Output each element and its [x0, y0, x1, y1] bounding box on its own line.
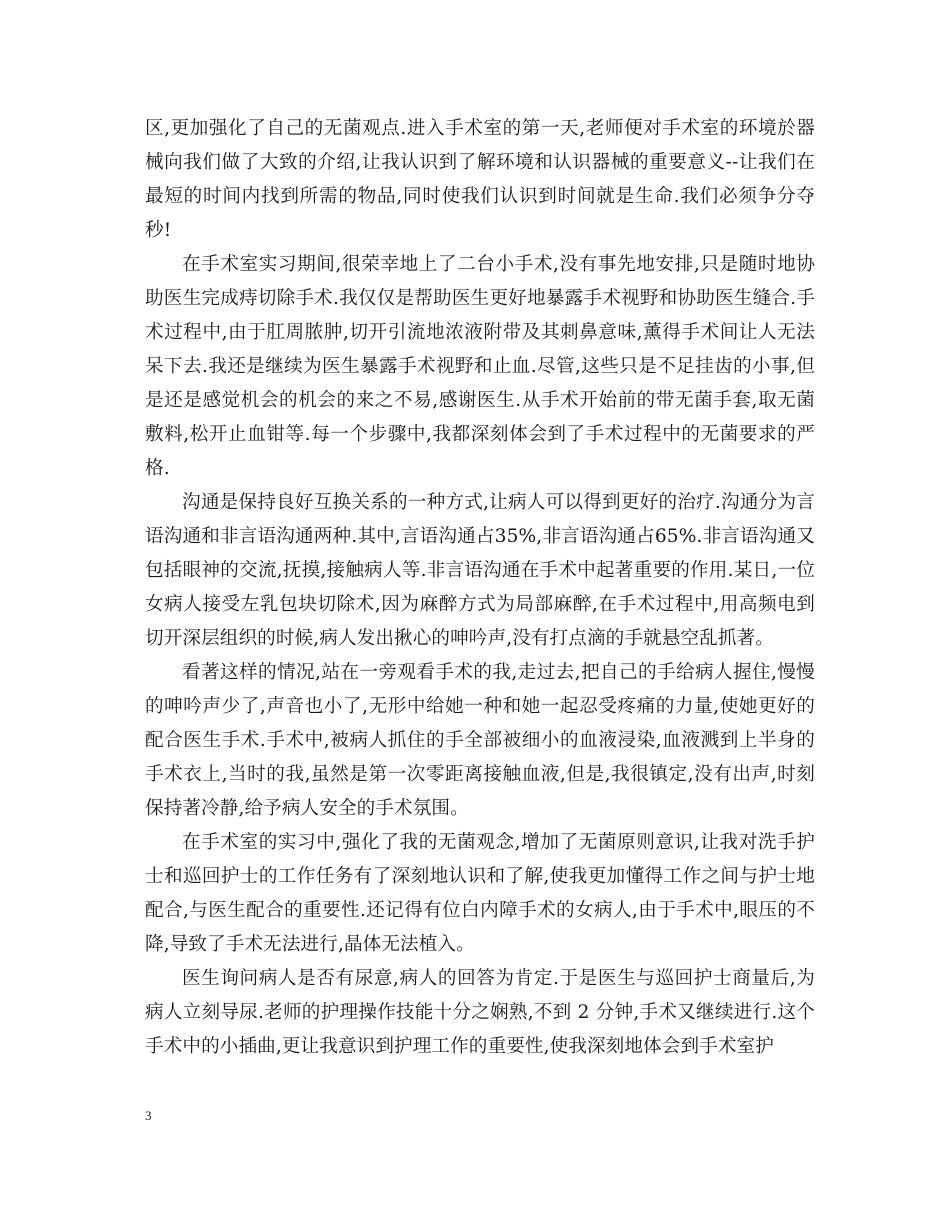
- paragraph-2: 在手术室实习期间,很荣幸地上了二台小手术,没有事先地安排,只是随时地协助医生完成痔切除手术.我仅仅是帮助医生更好地暴露手术视野和协助医生缝合.手术过程中,由于肛周脓肿,切开引流地浓液附带及其刺鼻意味,薰得手术间让人无法呆下去.我还是继续为医生暴露手术视野和止血.尽管,这些只是不足挂齿的小事,但是还是感觉机会的机会的来之不易,感谢医生.从手术开始前的带无菌手套,取无菌敷料,松开止血钳等.每一个步骤中,我都深刻体会到了手术过程中的无菌要求的严格.: [145, 254, 815, 479]
- page-number: 3: [145, 1108, 152, 1123]
- paragraph-3: 沟通是保持良好互换关系的一种方式,让病人可以得到更好的治疗.沟通分为言语沟通和非言语沟通两种.其中,言语沟通占35%,非言语沟通占65%.非言语沟通又包括眼神的交流,抚摸,接触病人等.非言语沟通在手术中起著重要的作用.某日,一位女病人接受左乳包块切除术,因为麻醉方式为局部麻醉,在手术过程中,用高频电到切开深层组织的时候,病人发出揪心的呻吟声,没有打点滴的手就悬空乱抓著。: [145, 492, 815, 649]
- paragraph-5: 在手术室的实习中,强化了我的无菌观念,增加了无菌原则意识,让我对洗手护士和巡回护士的工作任务有了深刻地认识和了解,使我更加懂得工作之间与护士地配合,与医生配合的重要性.还记得有位白内障手术的女病人,由于手术中,眼压的不降,导致了手术无法进行,晶体无法植入。: [145, 832, 815, 955]
- paragraph-4: 看著这样的情况,站在一旁观看手术的我,走过去,把自己的手给病人握住,慢慢的呻吟声少了,声音也小了,无形中给她一种和她一起忍受疼痛的力量,使她更好的配合医生手术.手术中,被病人抓住的手全部被细小的血液浸染,血液溅到上半身的手术衣上,当时的我,虽然是第一次零距离接触血液,但是,我很镇定,没有出声,时刻保持著冷静,给予病人安全的手术氛围。: [145, 662, 815, 819]
- body-text: [145, 112, 815, 1064]
- paragraph-1: 区,更加强化了自己的无菌观点.进入手术室的第一天,老师便对手术室的环境於器械向我们做了大致的介绍,让我认识到了解环境和认识器械的重要意义--让我们在最短的时间内找到所需的物品,同时使我们认识到时间就是生命.我们必须争分夺秒!: [145, 118, 815, 241]
- paragraph-6: 医生询问病人是否有尿意,病人的回答为肯定.于是医生与巡回护士商量后,为病人立刻导尿.老师的护理操作技能十分之娴熟,不到 2 分钟,手术又继续进行.这个手术中的小插曲,更让我意识到护理工作的重要性,使我深刻地体会到手术室护: [145, 968, 815, 1057]
